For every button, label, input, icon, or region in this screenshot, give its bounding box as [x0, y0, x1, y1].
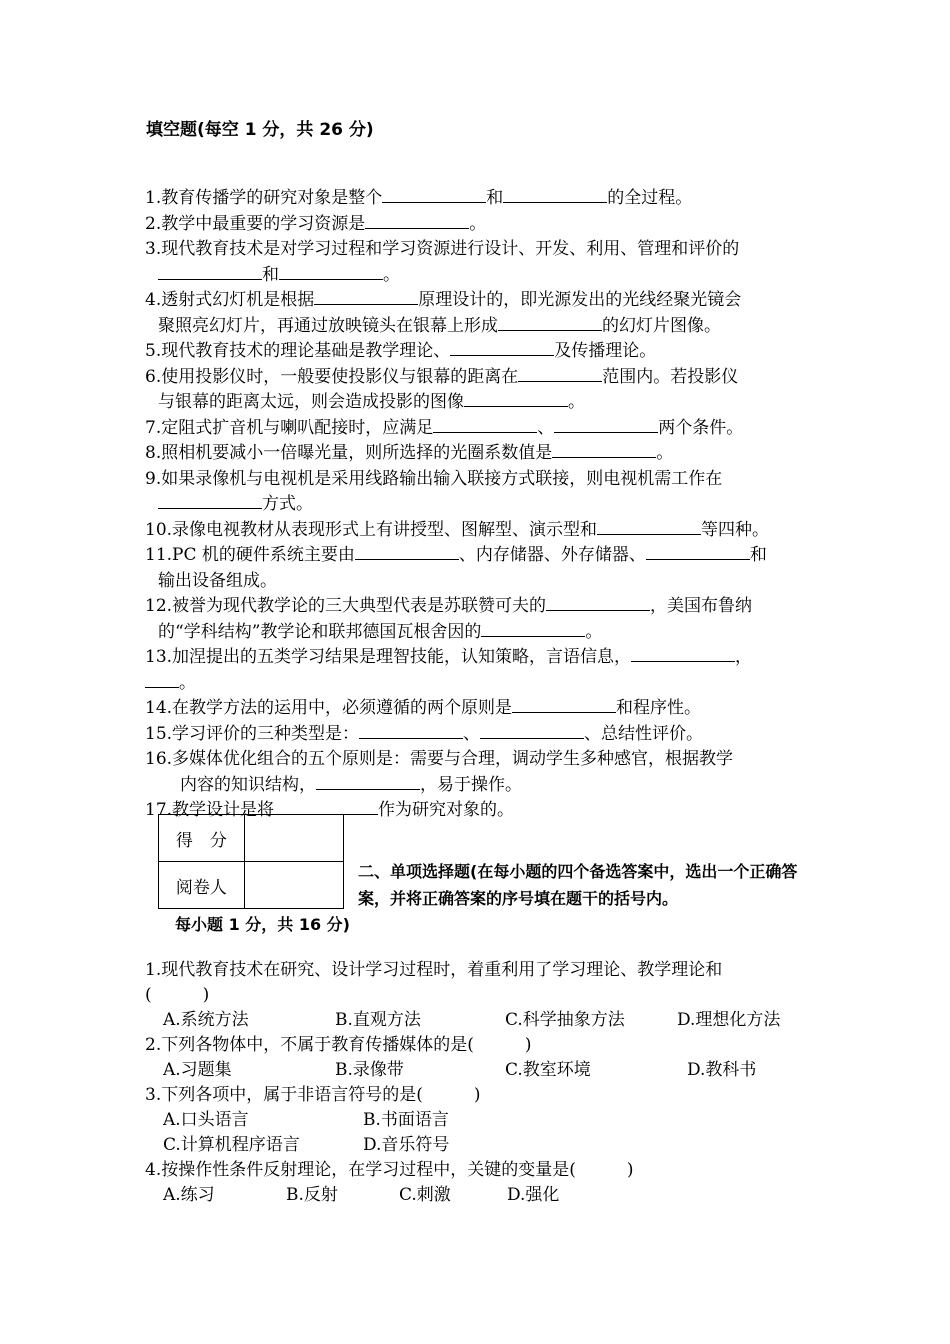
mc-question-4	[145, 1158, 815, 1183]
section-title-multiple-choice: 二、单项选择题(在每小题的四个备选答案中，选出一个正确答案，并将正确答案的序号填在题干的括号内。	[358, 862, 798, 908]
answer-blank[interactable]	[503, 188, 607, 203]
option-d[interactable]: D.强化	[507, 1185, 560, 1205]
answer-blank[interactable]	[546, 596, 650, 611]
question-4	[145, 288, 815, 339]
mc-options-3b	[145, 1133, 815, 1158]
question-15	[145, 722, 815, 748]
answer-blank[interactable]	[359, 724, 463, 739]
question-1	[145, 186, 815, 212]
mc-question-1	[145, 958, 815, 1008]
question-text: 1.教育传播学的研究对象是整个	[145, 188, 383, 208]
option-b[interactable]: B.反射	[286, 1185, 338, 1205]
question-text: 11.PC 机的硬件系统主要由	[145, 545, 355, 565]
question-text: 和	[486, 188, 504, 208]
option-c[interactable]: C.科学抽象方法	[505, 1010, 625, 1030]
answer-blank[interactable]	[631, 647, 735, 662]
mc-options-3a	[145, 1108, 815, 1133]
score-cell[interactable]	[244, 815, 343, 862]
question-text: 。	[656, 443, 674, 463]
mc-options-2	[145, 1058, 815, 1083]
answer-blank[interactable]	[145, 673, 179, 688]
option-c[interactable]: C.教室环境	[505, 1060, 591, 1080]
answer-blank[interactable]	[512, 698, 616, 713]
section-title-fill-in: 填空题(每空 1 分，共 26 分)	[146, 120, 374, 140]
reviewer-label: 阅卷人	[159, 862, 245, 909]
question-5	[145, 339, 815, 365]
option-b[interactable]: B.录像带	[335, 1060, 404, 1080]
question-text: 两个条件。	[658, 417, 744, 438]
answer-blank[interactable]	[597, 520, 701, 535]
question-text: 、总结性评价。	[584, 723, 704, 744]
question-text: 16.多媒体优化组合的五个原则是：需要与合理，调动学生多种感官，根据教学	[145, 749, 734, 769]
multiple-choice-questions	[145, 958, 815, 1208]
mc-options-1	[145, 1008, 815, 1033]
question-text: 9.如果录像机与电视机是采用线路输出输入联接方式联接，则电视机需工作在	[145, 468, 723, 489]
answer-blank[interactable]	[433, 418, 537, 433]
question-text: 原理设计的，即光源发出的光线经聚光镜会	[418, 290, 742, 310]
question-text: 作为研究对象的。	[378, 800, 515, 820]
mc-options-4	[145, 1183, 815, 1208]
question-text: 和程序性。	[616, 698, 702, 718]
score-label: 得 分	[159, 815, 245, 862]
answer-blank[interactable]	[498, 316, 602, 331]
question-13	[145, 645, 815, 696]
option-d[interactable]: D.教科书	[687, 1060, 757, 1080]
option-a[interactable]: A.系统方法	[163, 1010, 249, 1030]
answer-blank[interactable]	[464, 392, 568, 407]
score-table	[158, 814, 344, 909]
option-b[interactable]: B.书面语言	[363, 1110, 449, 1130]
answer-blank[interactable]	[518, 367, 602, 382]
fill-in-questions	[145, 186, 815, 824]
question-text: 聚照亮幻灯片，再通过放映镜头在银幕上形成	[158, 315, 498, 336]
question-text: 范围内。若投影仪	[602, 366, 739, 387]
question-text: 12.被誉为现代教学论的三大典型代表是苏联赞可夫的	[145, 596, 547, 616]
question-text: 与银幕的距离太远，则会造成投影的图像	[158, 392, 464, 412]
question-text: 输出设备组成。	[158, 570, 277, 591]
question-text: 15.学习评价的三种类型是：	[145, 723, 360, 744]
question-10	[145, 518, 815, 544]
option-c[interactable]: C.刺激	[399, 1185, 451, 1205]
question-text: 。	[585, 621, 603, 642]
answer-bracket[interactable]: ( )	[145, 985, 210, 1005]
question-text: 7.定阻式扩音机与喇叭配接时，应满足	[145, 417, 434, 438]
question-text: 17.教学设计是将	[145, 800, 275, 820]
answer-blank[interactable]	[158, 494, 262, 509]
question-text: 和	[262, 264, 279, 285]
question-9	[145, 467, 815, 518]
answer-blank[interactable]	[481, 622, 585, 637]
question-text: 4.按操作性条件反射理论，在学习过程中，关键的变量是( )	[145, 1160, 634, 1180]
question-11	[145, 543, 815, 594]
question-text: 、	[537, 417, 555, 438]
question-text: 内容的知识结构，	[180, 774, 316, 795]
answer-blank[interactable]	[646, 545, 750, 560]
question-text: 4.透射式幻灯机是根据	[145, 290, 315, 310]
answer-blank[interactable]	[274, 800, 378, 815]
answer-blank[interactable]	[365, 214, 469, 229]
question-text: 方式。	[262, 494, 313, 514]
question-text: 。	[179, 672, 196, 693]
question-text: ，美国布鲁纳	[650, 596, 753, 616]
question-text: 的“学科结构”教学论和联邦德国瓦根舍因的	[158, 621, 482, 642]
question-text: 10.录像电视教材从表现形式上有讲授型、图解型、演示型和	[145, 519, 598, 540]
question-text: 3.现代教育技术是对学习过程和学习资源进行设计、开发、利用、管理和评价的	[145, 239, 740, 259]
mc-question-2	[145, 1033, 815, 1058]
option-b[interactable]: B.直观方法	[335, 1010, 421, 1030]
option-d[interactable]: D.理想化方法	[677, 1010, 781, 1030]
question-text: 。	[383, 264, 400, 285]
question-text: 3.下列各项中，属于非语言符号的是( )	[145, 1085, 481, 1105]
answer-blank[interactable]	[450, 341, 554, 356]
answer-blank[interactable]	[554, 418, 658, 433]
option-c[interactable]: C.计算机程序语言	[163, 1135, 300, 1155]
question-text: 等四种。	[701, 519, 770, 540]
question-8	[145, 441, 815, 467]
section-title-points: 每小题 1 分，共 16 分)	[175, 915, 350, 934]
question-text: 、内存储器、外存储器、	[458, 545, 646, 565]
answer-blank[interactable]	[355, 545, 459, 560]
question-text: 1.现代教育技术在研究、设计学习过程时，着重利用了学习理论、教学理论和	[145, 960, 723, 980]
question-12	[145, 594, 815, 645]
question-text: 14.在教学方法的运用中，必须遵循的两个原则是	[145, 698, 513, 718]
question-2	[145, 212, 815, 238]
question-text: 。	[568, 392, 585, 412]
question-7	[145, 416, 815, 442]
question-3	[145, 237, 815, 288]
question-text: 8.照相机要减小一倍曝光量，则所选择的光圈系数值是	[145, 443, 553, 463]
question-text: 、	[463, 723, 481, 744]
question-6	[145, 365, 815, 416]
question-text: 及传播理论。	[554, 341, 657, 361]
reviewer-cell[interactable]	[244, 862, 343, 909]
question-text: 6.使用投影仪时，一般要使投影仪与银幕的距离在	[145, 366, 519, 387]
mc-question-3	[145, 1083, 815, 1108]
answer-blank[interactable]	[382, 188, 486, 203]
answer-blank[interactable]	[480, 724, 584, 739]
question-text: 5.现代教育技术的理论基础是教学理论、	[145, 341, 451, 361]
answer-blank[interactable]	[316, 775, 420, 790]
question-text: 13.加涅提出的五类学习结果是理智技能，认知策略，言语信息，	[145, 647, 632, 667]
question-text: 。	[469, 213, 487, 234]
option-a[interactable]: A.练习	[163, 1185, 215, 1205]
question-text: ，易于操作。	[420, 774, 522, 795]
answer-blank[interactable]	[158, 265, 262, 280]
question-text: 2.下列各物体中，不属于教育传播媒体的是( )	[145, 1035, 532, 1055]
answer-blank[interactable]	[552, 443, 656, 458]
question-14	[145, 696, 815, 722]
question-text: 的全过程。	[607, 188, 693, 208]
option-d[interactable]: D.音乐符号	[363, 1135, 450, 1155]
answer-blank[interactable]	[314, 290, 418, 305]
question-text: ，	[735, 647, 753, 667]
answer-blank[interactable]	[279, 265, 383, 280]
question-16	[145, 747, 815, 798]
question-text: 的幻灯片图像。	[602, 315, 721, 336]
option-a[interactable]: A.口头语言	[163, 1110, 249, 1130]
option-a[interactable]: A.习题集	[163, 1060, 232, 1080]
question-text: 2.教学中最重要的学习资源是	[145, 213, 366, 234]
question-text: 和	[749, 545, 767, 565]
